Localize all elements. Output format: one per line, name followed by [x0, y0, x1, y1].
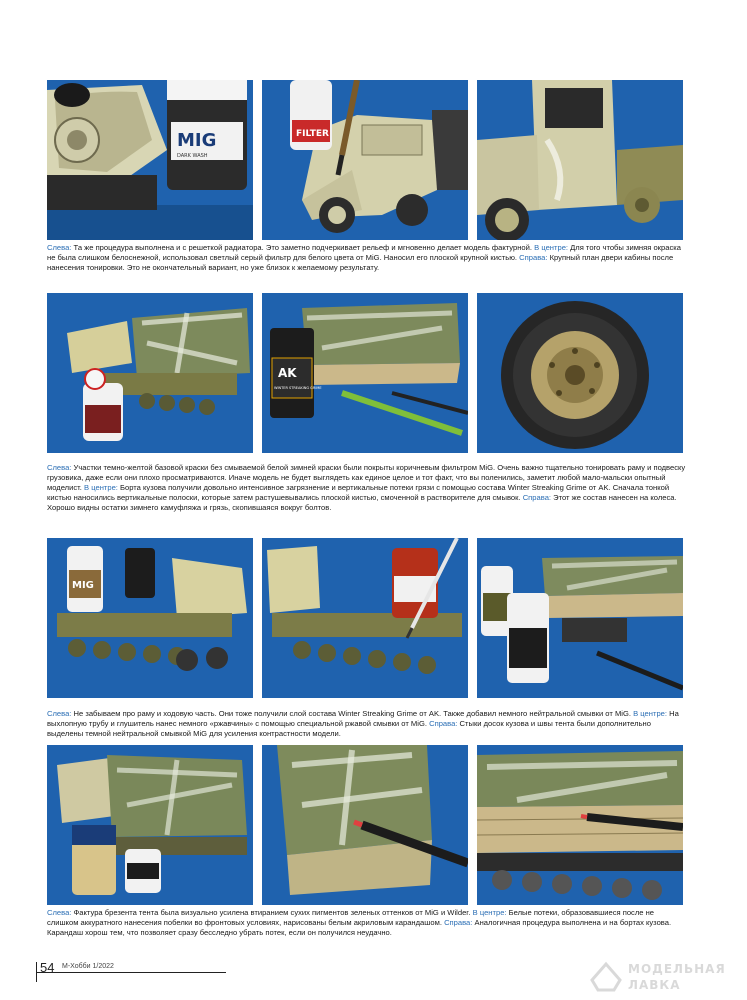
- caption-text: Аналогичная процедура выполнена и на бортах кузова. Карандаш хорош тем, что позволяет сразу бесследно убрать потек, если он получился неудачно.: [47, 918, 672, 937]
- caption-text: Не забываем про раму и ходовую часть. Они тоже получили слой состава Winter Streaking Grime от AK. Также добавил немного нейтральной смывки от MiG.: [71, 709, 631, 718]
- photo-body-sides-pencil: [477, 745, 683, 905]
- caption-row-4: [47, 908, 687, 938]
- photo-ak-streaking-grime: [262, 293, 468, 453]
- mig-small-label: MIG: [72, 580, 94, 591]
- caption-text: Та же процедура выполнена и с решеткой радиатора. Это заметно подчеркивает рельеф и мгновенно делает модель фактурной.: [71, 243, 533, 252]
- watermark-logo: [588, 960, 747, 996]
- caption-label: В центре:: [472, 908, 507, 917]
- photo-rust-exhaust: [262, 538, 468, 698]
- caption-text: Крупный план двери кабины после нанесения тонировки. Это не окончательный вариант, но уже близок к желаемому результату.: [47, 253, 674, 272]
- caption-text: Белые потеки, образовавшиеся после не слишком аккуратного нанесения побелки во фронтовых условиях, нарисованы белым акриловым карандашом.: [47, 908, 655, 927]
- page-footer: [28, 960, 728, 994]
- caption-label: Слева:: [47, 243, 72, 252]
- ak-jar-sublabel: WINTER STREAKING GRIME: [274, 386, 322, 390]
- filter-jar-label: FILTER: [296, 129, 329, 139]
- caption-text: Стыки досок кузова и швы тента были дополнительно выделены темной нейтральной смывкой MiG для усиления контрастности модели.: [47, 719, 651, 738]
- photo-wheel-closeup: [477, 293, 683, 453]
- photo-frame-running-gear: [47, 538, 253, 698]
- caption-label: Слева:: [47, 463, 72, 472]
- caption-text: Борта кузова получили довольно интенсивное загрязнение и вертикальные потеки грязи с помощью состава Winter Streaking Grime от AK. Сначала тонкой кистью наносились вертикальные полоски, которые затем растушевывались плоской кистью, смоченной в растворителе для смывок.: [47, 483, 670, 502]
- caption-text: Участки темно-желтой базовой краски без смываемой белой зимней краски были покрыты коричневым фильтром MiG. Очень важно тщательно тонировать раму и подвеску грузовика, даже если они плохо просматриваются. Иначе модель не будет выглядеть как единое целое и тот факт, что вы поленились, заметит любой мало-мальски опытный моделист.: [47, 463, 686, 492]
- caption-text: Этот же состав нанесен на колеса. Хорошо видны остатки зимнего камуфляжа и грязь, скопившаяся вокруг болтов.: [47, 493, 677, 512]
- caption-label: Справа:: [444, 918, 473, 927]
- caption-text: На выхлопную трубу и глушитель нанес немного «ржавчины» с помощью специальной ржавой смывки от MiG.: [47, 709, 679, 728]
- watermark-line-2: ЛАВКА: [628, 978, 681, 992]
- caption-label: В центре:: [84, 483, 118, 492]
- caption-row-2: [47, 463, 687, 513]
- magazine-title: М-Хобби 1/2022: [62, 963, 114, 970]
- mig-jar-label: MIG: [177, 130, 217, 151]
- caption-label: Справа:: [522, 493, 552, 502]
- watermark-line-1: МОДЕЛЬНАЯ: [628, 962, 726, 976]
- photo-white-filter-cab: [262, 80, 468, 240]
- photo-radiator-grille-wash: [47, 80, 253, 240]
- caption-label: Слева:: [47, 908, 72, 917]
- photo-neutral-wash-seams: [477, 538, 683, 698]
- watermark-icon: [588, 960, 624, 994]
- caption-text: Фактура брезента тента была визуально усилена втиранием сухих пигментов зеленых оттенков от MiG и Wilder.: [71, 908, 471, 917]
- page-number: 54: [40, 960, 55, 975]
- ak-jar-label: AK: [278, 366, 297, 380]
- caption-row-1: [47, 243, 687, 273]
- caption-label: В центре:: [633, 709, 667, 718]
- photo-cab-door-closeup: [477, 80, 683, 240]
- caption-label: Слева:: [47, 709, 72, 718]
- photo-white-pencil-streaks: [262, 745, 468, 905]
- photo-tarp-pigments: [47, 745, 253, 905]
- photo-row-1: [47, 80, 683, 240]
- photo-row-3: [47, 538, 683, 698]
- caption-row-3: [47, 709, 687, 739]
- photo-row-4: [47, 745, 683, 905]
- footer-rule: [36, 972, 226, 973]
- caption-text: Для того чтобы зимняя окраска не была слишком белоснежной, использовал светлый серый фильтр для белого цвета от MiG. Наносил его плоской крупной кистью.: [47, 243, 681, 262]
- caption-label: Справа:: [429, 719, 458, 728]
- photo-row-2: [47, 293, 683, 453]
- caption-label: В центре:: [534, 243, 569, 252]
- mig-jar-sublabel: DARK WASH: [177, 153, 208, 159]
- caption-label: Справа:: [519, 253, 548, 262]
- photo-brown-filter-chassis: [47, 293, 253, 453]
